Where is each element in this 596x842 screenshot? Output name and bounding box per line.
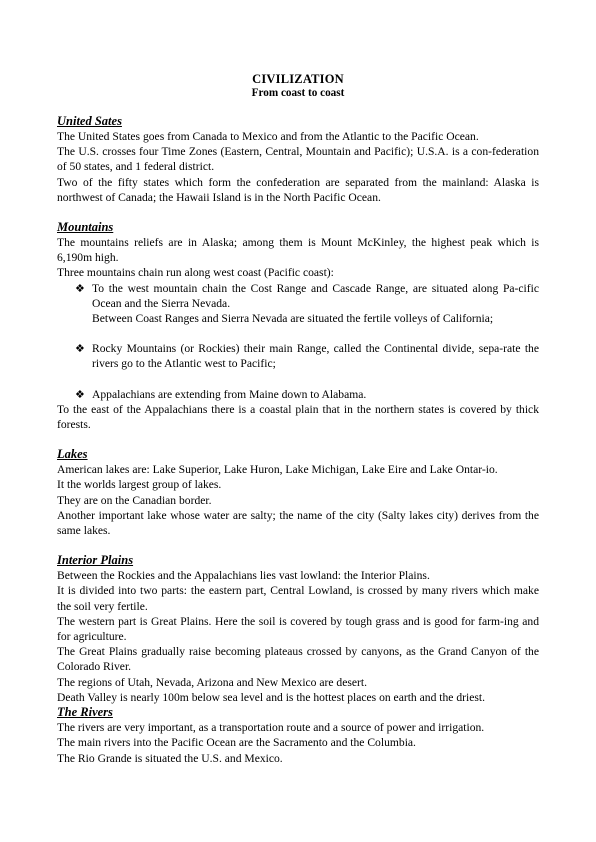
list-item-text: To the west mountain chain the Cost Range and Cascade Range, are situated along Pa-cific Ocean and the Sierra Nevada. (92, 281, 539, 310)
list-item-text: Appalachians are extending from Maine down to Alabama. (92, 387, 367, 401)
paragraph: The mountains reliefs are in Alaska; among them is Mount McKinley, the highest peak which is 6,190m high. (57, 236, 539, 265)
paragraph: Two of the fifty states which form the confederation are separated from the mainland: Alaska is northwest of Canada; the Hawaii Island is in the North Pacific Ocean. (57, 175, 539, 204)
paragraph: The western part is Great Plains. Here the soil is covered by tough grass and is good for farm-ing and for agriculture. (57, 614, 539, 644)
paragraph: The U.S. crosses four Time Zones (Eastern, Central, Mountain and Pacific); U.S.A. is a con-federation of 50 states, and 1 federal district. (57, 145, 539, 174)
mountain-chain-list (57, 387, 539, 402)
list-item (75, 387, 539, 402)
mountain-chain-list (57, 281, 539, 311)
paragraph: It is divided into two parts: the eastern part, Central Lowland, is crossed by many rivers which make the soil very fertile. (57, 584, 539, 613)
section-heading: Mountains (57, 220, 114, 235)
section-heading: The Rivers (57, 705, 113, 720)
section-heading: Lakes (57, 447, 88, 462)
paragraph: The Rio Grande is situated the U.S. and Mexico. (57, 751, 283, 765)
paragraph: Another important lake whose water are salty; the name of the city (Salty lakes city) derives from the same lakes. (57, 508, 539, 538)
document-subtitle: From coast to coast (251, 87, 345, 99)
section-united-states (57, 114, 539, 205)
document-title: CIVILIZATION (252, 72, 344, 86)
mountain-chain-list (57, 341, 539, 371)
paragraph: The United States goes from Canada to Mexico and from the Atlantic to the Pacific Ocean. (57, 130, 479, 143)
list-item (75, 341, 539, 371)
paragraph: American lakes are: Lake Superior, Lake Huron, Lake Michigan, Lake Eire and Lake Ontar-io. (57, 463, 498, 477)
paragraph: Death Valley is nearly 100m below sea level and is the hottest places on earth and the driest. (57, 690, 485, 704)
paragraph: The regions of Utah, Nevada, Arizona and New Mexico are desert. (57, 675, 368, 689)
section-lakes (57, 447, 539, 538)
section-heading: Interior Plains (57, 553, 134, 568)
diamond-bullet-icon: ❖ (75, 387, 85, 401)
section-rivers (57, 705, 539, 766)
section-mountains (57, 220, 539, 432)
list-item (75, 281, 539, 311)
paragraph: The main rivers into the Pacific Ocean are the Sacramento and the Columbia. (57, 736, 416, 750)
list-item-text: Rocky Mountains (or Rockies) their main Range, called the Continental divide, sepa-rate the rivers go to the Atlantic west to Pacific; (92, 342, 539, 371)
diamond-bullet-icon: ❖ (75, 281, 85, 295)
paragraph: It the worlds largest group of lakes. (57, 478, 222, 492)
paragraph: Three mountains chain run along west coast (Pacific coast): (57, 266, 334, 280)
list-item-note: Between Coast Ranges and Sierra Nevada are situated the fertile volleys of California; (92, 312, 494, 326)
paragraph: The Great Plains gradually raise becoming plateaus crossed by canyons, as the Grand Canyon of the Colorado River. (57, 645, 539, 674)
diamond-bullet-icon: ❖ (75, 342, 85, 356)
paragraph: The rivers are very important, as a transportation route and a source of power and irrigation. (57, 721, 485, 735)
paragraph: To the east of the Appalachians there is a coastal plain that in the northern states is covered by thick forests. (57, 402, 539, 432)
section-heading: United Sates (57, 114, 122, 128)
document-page (57, 72, 539, 766)
paragraph: Between the Rockies and the Appalachians lies vast lowland: the Interior Plains. (57, 569, 430, 583)
paragraph: They are on the Canadian border. (57, 493, 212, 507)
section-interior-plains (57, 553, 539, 705)
